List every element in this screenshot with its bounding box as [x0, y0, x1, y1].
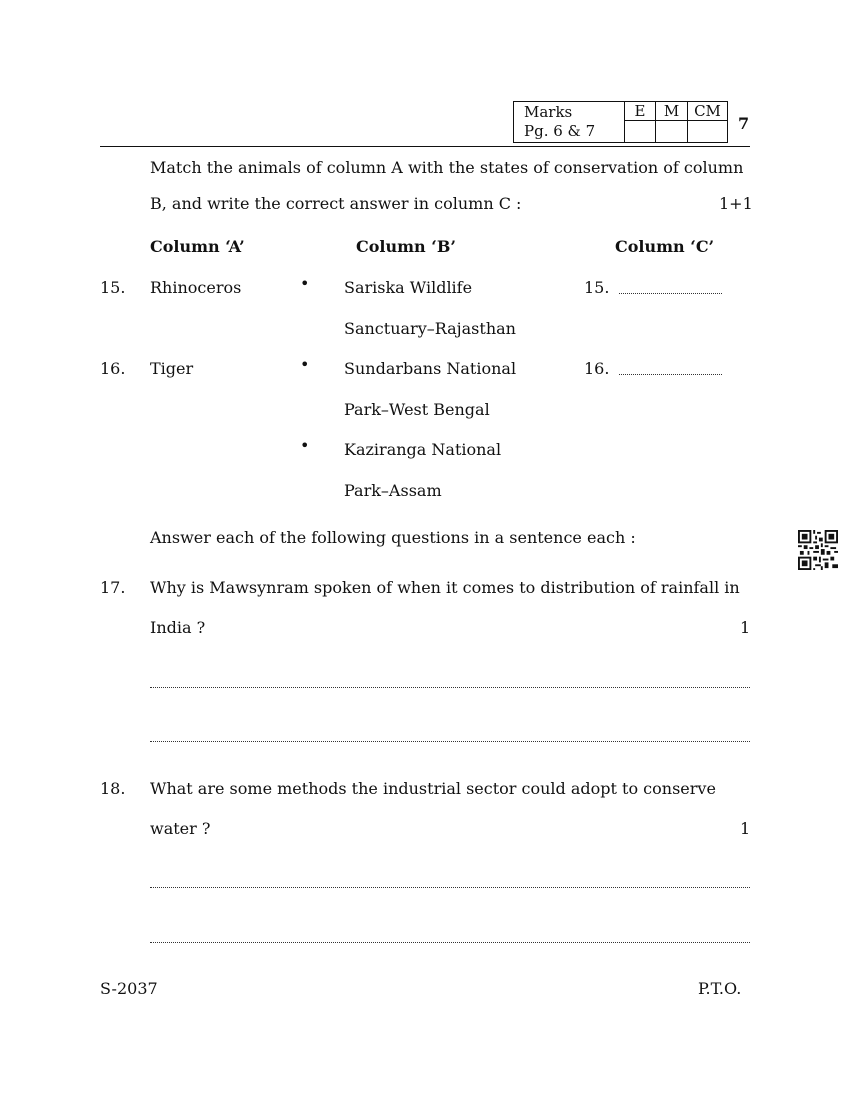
option-1-line1: Sariska Wildlife — [344, 278, 473, 297]
marks-col-cm — [688, 102, 727, 142]
answer-16-number: 16. — [584, 359, 610, 378]
header-rule — [100, 146, 750, 147]
answer-16-blank[interactable] — [619, 374, 722, 375]
sentence-instruction: Answer each of the following questions in a sentence each : — [150, 528, 636, 547]
answer-17-line-2[interactable] — [150, 741, 750, 742]
page-number: 7 — [738, 114, 750, 133]
qr-code-icon — [798, 530, 838, 570]
answer-18-line-2[interactable] — [150, 942, 750, 943]
footer-pto: P.T.O. — [698, 979, 742, 998]
question-16-number: 16. — [100, 359, 126, 378]
answer-17-line-1[interactable] — [150, 687, 750, 688]
column-b-header: Column ‘B’ — [356, 237, 456, 256]
question-18-line2: water ? — [150, 819, 211, 838]
question-16-animal: Tiger — [150, 359, 194, 378]
match-instruction-line2: B, and write the correct answer in column C : — [150, 194, 522, 213]
question-15-animal: Rhinoceros — [150, 278, 242, 297]
marks-col-m — [656, 102, 688, 142]
option-3-line2: Park–Assam — [344, 481, 442, 500]
question-17-line1: Why is Mawsynram spoken of when it comes to distribution of rainfall in — [150, 578, 740, 597]
question-18-number: 18. — [100, 779, 126, 798]
question-17-number: 17. — [100, 578, 126, 597]
match-instruction-line1: Match the animals of column A with the states of conservation of column — [150, 158, 744, 177]
bullet-dot: • — [300, 274, 310, 293]
marks-col-cm-header: CM — [688, 102, 727, 121]
option-2-line2: Park–West Bengal — [344, 400, 490, 419]
marks-page-ref: Pg. 6 & 7 — [524, 122, 596, 140]
answer-15-blank[interactable] — [619, 293, 722, 294]
marks-col-e — [625, 102, 656, 142]
answer-18-line-1[interactable] — [150, 887, 750, 888]
marks-label-cell — [514, 102, 625, 142]
bullet-dot: • — [300, 436, 310, 455]
question-18-line1: What are some methods the industrial sector could adopt to conserve — [150, 779, 716, 798]
marks-table — [513, 101, 728, 143]
question-17-marks: 1 — [740, 618, 751, 637]
question-15-number: 15. — [100, 278, 126, 297]
option-3-line1: Kaziranga National — [344, 440, 502, 459]
marks-label: Marks — [524, 103, 573, 121]
answer-15-number: 15. — [584, 278, 610, 297]
footer-code: S-2037 — [100, 979, 158, 998]
bullet-dot: • — [300, 355, 310, 374]
match-marks: 1+1 — [719, 194, 753, 213]
column-c-header: Column ‘C’ — [615, 237, 715, 256]
option-1-line2: Sanctuary–Rajasthan — [344, 319, 516, 338]
option-2-line1: Sundarbans National — [344, 359, 517, 378]
question-17-line2: India ? — [150, 618, 206, 637]
marks-col-m-header: M — [656, 102, 687, 121]
marks-col-e-header: E — [625, 102, 655, 121]
column-a-header: Column ‘A’ — [150, 237, 245, 256]
question-18-marks: 1 — [740, 819, 751, 838]
